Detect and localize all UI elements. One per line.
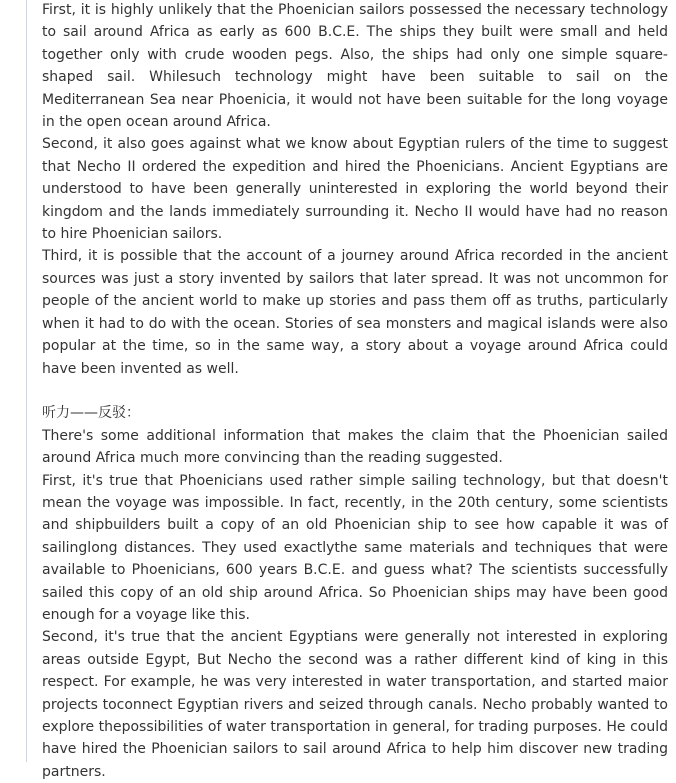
listening-paragraph-2: First, it's true that Phoenicians used rather simple sailing technology, but that doesn't mean the voyage was impossible. In fact, recently, in the 20th century, some scientists and shipbuilders built a copy of an old Phoenician ship to see how capable it was of sailinglong distances. They used exactlythe same materials and techniques that were available to Phoenicians, 600 years B.C.E. and guess what? The scientists successfully sailed this copy of an old ship around Africa. So Phoenician ships may have been good enough for a voyage like this. [42, 472, 668, 623]
reading-paragraph-1: First, it is highly unlikely that the Phoenician sailors possessed the necessary technology to sail around Africa as early as 600 B.C.E. The ships they built were small and held together only with crude wooden pegs. Also, the ships had only one simple square-shaped sail. Whilesuch technology might have been suitable to sail on the Mediterranean Sea near Phoenicia, it would not have been suitable for the long voyage in the open ocean around Africa. [42, 2, 668, 131]
reading-paragraph-3: Third, it is possible that the account of a journey around Africa recorded in the ancient sources was just a story invented by sailors that later spread. It was not uncommon for people of the ancient world to make up stories and pass them off as truths, particularly when it had to do with the ocean. Stories of sea monsters and magical islands were also popular at the time, so in the same way, a story about a voyage around Africa could have been invented as well. [42, 248, 668, 377]
article-body [42, 0, 668, 783]
listening-paragraph-3: Second, it's true that the ancient Egyptians were generally not interested in exploring areas outside Egypt, But Necho the second was a rather different kind of king in this respect. For example, he was very interested in water transportation, and started maior projects toconnect Egyptian rivers and seized through canals. Necho probably wanted to explore thepossibilities of water transportation in general, for trading purposes. He could have hired the Phoenician sailors to sail around Africa to help him discover new trading partners. [42, 629, 668, 780]
reading-paragraph-2: Second, it also goes against what we know about Egyptian rulers of the time to suggest that Necho II ordered the expedition and hired the Phoenicians. Ancient Egyptians are understood to have been generally uninterested in exploring the world beyond their kingdom and the lands immediately surrounding it. Necho II would have had no reason to hire Phoenician sailors. [42, 136, 668, 243]
listening-paragraph-1: There's some additional information that makes the claim that the Phoenician sailed around Africa much more convincing than the reading suggested. [42, 427, 668, 467]
left-border-line [26, 0, 27, 762]
listening-heading: 听力——反驳： [42, 405, 140, 422]
blank-line [42, 380, 668, 402]
